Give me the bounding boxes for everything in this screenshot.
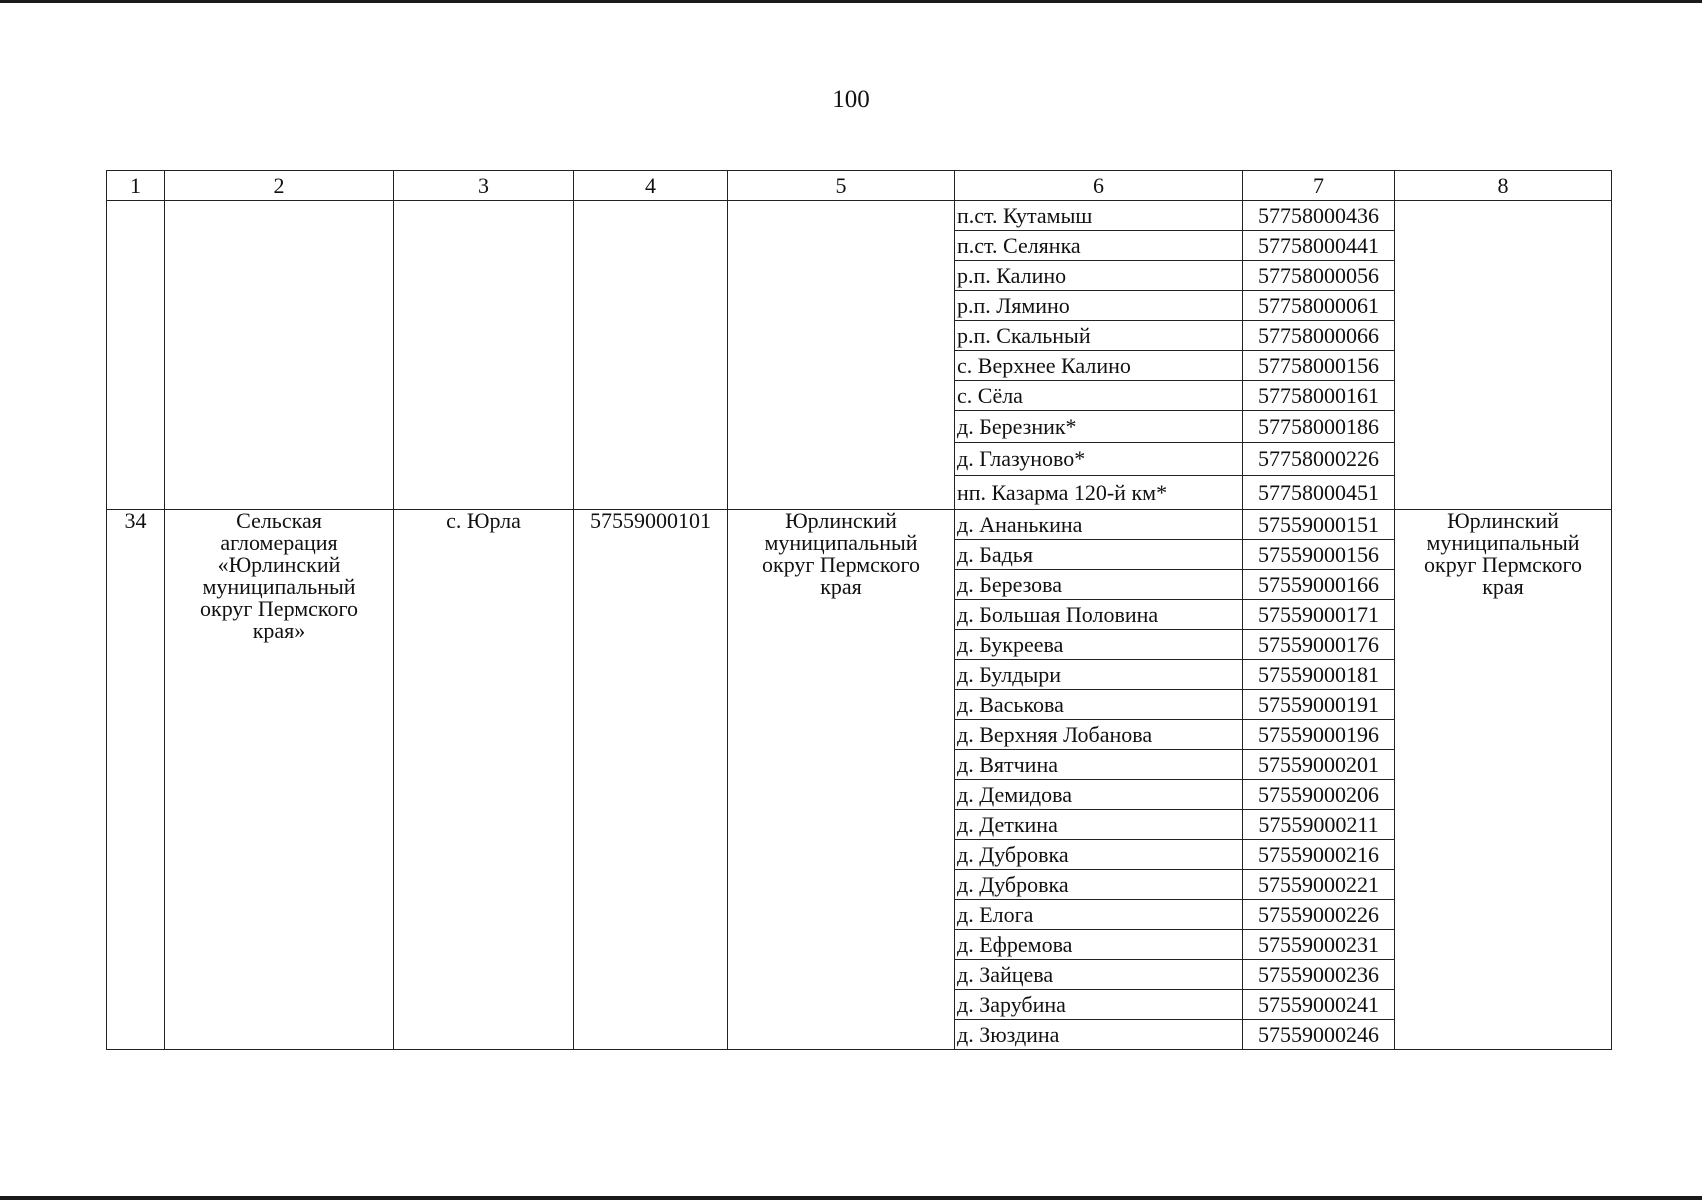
header-cell: 3 <box>394 171 574 201</box>
settlement-name: д. Букреева <box>955 630 1243 660</box>
settlement-name: р.п. Скальный <box>955 321 1243 351</box>
settlement-name: с. Сёла <box>955 381 1243 411</box>
settlement-code: 57559000226 <box>1243 900 1395 930</box>
settlement-code: 57758000066 <box>1243 321 1395 351</box>
settlement-name: д. Верхняя Лобанова <box>955 720 1243 750</box>
table-row <box>107 201 1612 231</box>
settlement-name: д. Зарубина <box>955 990 1243 1020</box>
settlement-name: р.п. Калино <box>955 261 1243 291</box>
settlement-code: 57559000221 <box>1243 870 1395 900</box>
settlement-code: 57758000161 <box>1243 381 1395 411</box>
settlement-code: 57559000156 <box>1243 540 1395 570</box>
scan-bottom-edge <box>0 1196 1702 1200</box>
continued-empty-cell <box>728 201 955 510</box>
settlement-name: д. Зайцева <box>955 960 1243 990</box>
settlement-code: 57758000056 <box>1243 261 1395 291</box>
header-cell: 1 <box>107 171 165 201</box>
settlement-name: с. Верхнее Калино <box>955 351 1243 381</box>
agglomeration-name-text: Сельская агломерация «Юрлинский муниципальный округ Пермского края» <box>200 509 358 643</box>
header-cell: 6 <box>955 171 1243 201</box>
settlement-code: 57559000196 <box>1243 720 1395 750</box>
header-cell: 5 <box>728 171 955 201</box>
settlement-code: 57559000181 <box>1243 660 1395 690</box>
settlement-code: 57559000216 <box>1243 840 1395 870</box>
settlement-code: 57758000451 <box>1243 476 1395 510</box>
settlement-name: д. Бадья <box>955 540 1243 570</box>
settlement-name: д. Березова <box>955 570 1243 600</box>
continued-empty-cell <box>165 201 394 510</box>
settlement-code: 57559000211 <box>1243 810 1395 840</box>
settlement-code: 57758000156 <box>1243 351 1395 381</box>
table-row <box>107 510 1612 540</box>
settlement-name: нп. Казарма 120-й км* <box>955 476 1243 510</box>
entry-number: 34 <box>107 510 165 1050</box>
agglomeration-name <box>165 510 394 1050</box>
settlement-name: д. Елога <box>955 900 1243 930</box>
settlement-name: д. Васькова <box>955 690 1243 720</box>
settlement-code: 57559000201 <box>1243 750 1395 780</box>
settlement-code: 57559000191 <box>1243 690 1395 720</box>
municipality-col8 <box>1395 510 1612 1050</box>
settlement-code: 57758000061 <box>1243 291 1395 321</box>
settlement-code: 57559000246 <box>1243 1020 1395 1050</box>
settlement-name: д. Зюздина <box>955 1020 1243 1050</box>
continued-empty-cell <box>1395 201 1612 510</box>
continued-empty-cell <box>394 201 574 510</box>
center-settlement: с. Юрла <box>394 510 574 1050</box>
settlement-code: 57559000176 <box>1243 630 1395 660</box>
settlement-name: п.ст. Кутамыш <box>955 201 1243 231</box>
continued-empty-cell <box>574 201 728 510</box>
settlement-code: 57559000151 <box>1243 510 1395 540</box>
settlement-name: д. Глазуново* <box>955 443 1243 476</box>
scan-top-edge <box>0 0 1702 3</box>
header-row <box>107 171 1612 201</box>
header-cell: 4 <box>574 171 728 201</box>
settlement-code: 57758000441 <box>1243 231 1395 261</box>
settlement-code: 57559000206 <box>1243 780 1395 810</box>
page-number: 100 <box>832 86 870 113</box>
header-cell: 2 <box>165 171 394 201</box>
settlement-code: 57559000236 <box>1243 960 1395 990</box>
settlement-name: д. Ефремова <box>955 930 1243 960</box>
continued-empty-cell <box>107 201 165 510</box>
settlement-registry-table <box>106 170 1612 1050</box>
settlement-code: 57559000231 <box>1243 930 1395 960</box>
settlement-name: д. Дубровка <box>955 870 1243 900</box>
settlement-name: д. Булдыри <box>955 660 1243 690</box>
settlement-name: д. Деткина <box>955 810 1243 840</box>
settlement-code: 57758000186 <box>1243 411 1395 443</box>
header-cell: 7 <box>1243 171 1395 201</box>
settlement-name: д. Большая Половина <box>955 600 1243 630</box>
municipality-col8-text: Юрлинский муниципальный округ Пермского края <box>1424 509 1582 599</box>
settlement-name: д. Березник* <box>955 411 1243 443</box>
municipality-name <box>728 510 955 1050</box>
settlement-name: д. Демидова <box>955 780 1243 810</box>
settlement-name: п.ст. Селянка <box>955 231 1243 261</box>
settlement-name: р.п. Лямино <box>955 291 1243 321</box>
settlement-code: 57559000241 <box>1243 990 1395 1020</box>
settlement-name: д. Дубровка <box>955 840 1243 870</box>
header-cell: 8 <box>1395 171 1612 201</box>
center-settlement-code: 57559000101 <box>574 510 728 1050</box>
settlement-code: 57758000436 <box>1243 201 1395 231</box>
settlement-code: 57559000166 <box>1243 570 1395 600</box>
municipality-name-text: Юрлинский муниципальный округ Пермского края <box>762 509 920 599</box>
settlement-name: д. Вятчина <box>955 750 1243 780</box>
settlement-code: 57758000226 <box>1243 443 1395 476</box>
settlement-name: д. Ананькина <box>955 510 1243 540</box>
settlement-code: 57559000171 <box>1243 600 1395 630</box>
